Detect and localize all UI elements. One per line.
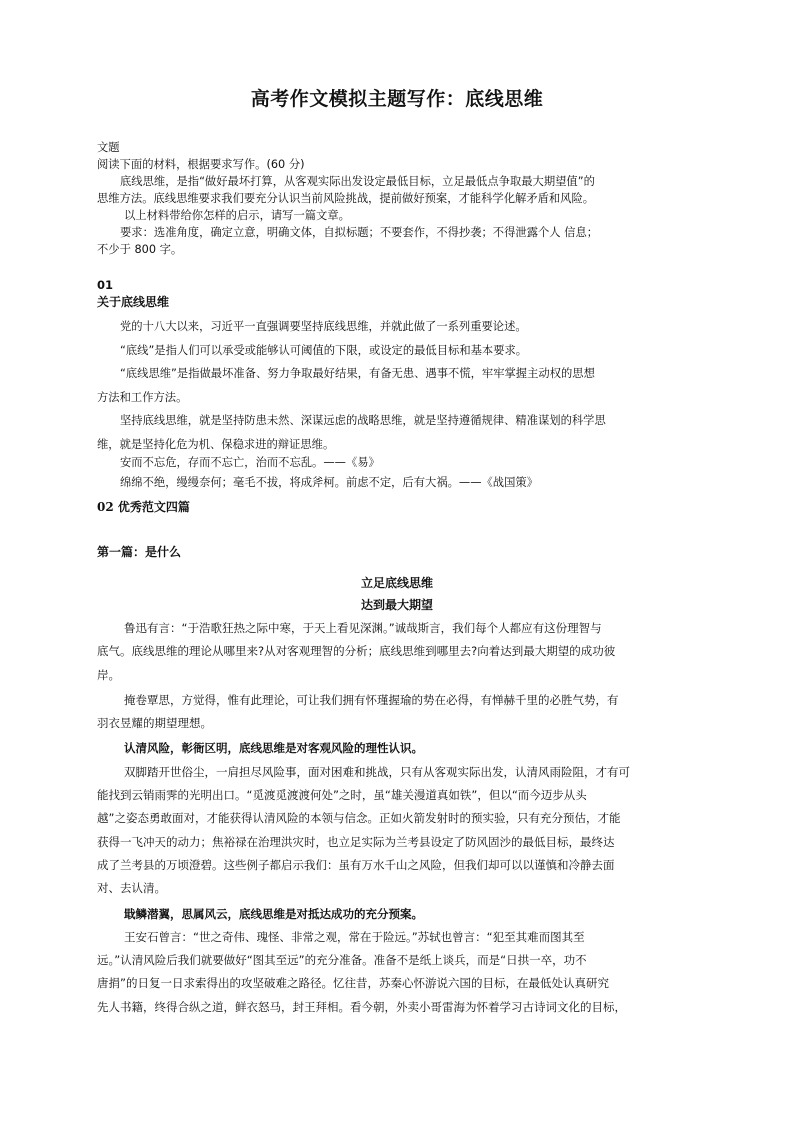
requirements-line: 要求：选准角度，确定立意，明确文体，自拟标题；不要套作，不得抄袭；不得泄露个人 信息；: [120, 226, 599, 239]
prompt-instruction: 阅读下面的材料，根据要求写作。(60 分): [97, 158, 305, 171]
section-number: 01: [97, 278, 114, 292]
paragraph-line: 方法和工作方法。: [97, 390, 188, 404]
paragraph-line: 维，就是坚持化危为机、保稳求进的辩证思维。: [97, 437, 335, 451]
quote: 安而不忘危，存而不忘亡，治而不忘乱。——《易》: [120, 456, 380, 469]
essay-label-block: [97, 544, 697, 561]
subheading: 戢鳞潜翼，思属风云，底线思维是对抵达成功的充分预案。: [124, 906, 423, 921]
paragraph-line: 远。”认清风险后我们就要做好“图其至远”的充分准备。准备不是纸上谈兵，而是“日拱一卒，功不: [97, 953, 587, 968]
essay-title: [0, 572, 794, 616]
paragraph-line: 坚持底线思维，就是坚持防患未然、深谋远虑的战略思维，就是坚持遵循规律、精准谋划的科学思: [120, 414, 606, 427]
page-title: 高考作文模拟主题写作：底线思维: [250, 88, 544, 110]
paragraph: 党的十八大以来，习近平一直强调要坚持底线思维，并就此做了一系列重要论述。: [120, 320, 527, 333]
paragraph-line: 鲁迅有言：“于浩歌狂热之际中寒，于天上看见深渊。”诚哉斯言，我们每个人都应有这份理智与: [124, 621, 602, 635]
section-model-essays: [97, 499, 697, 516]
paragraph-line: 底气。底线思维的理论从哪里来?从对客观理智的分析；底线思维到哪里去?向着达到最大期望的成功彼: [97, 644, 616, 659]
paragraph-line: 成了兰考县的万顷澄碧。这些例子都启示我们：虽有万水千山之风险，但我们却可以以谨慎和冷静去面: [97, 857, 615, 872]
essay-title-line: 立足底线思维: [360, 576, 433, 590]
essay-body: [97, 617, 697, 1019]
paragraph-line: 唐捐”的日复一日求索得出的攻坚破难之路径。忆往昔，苏秦心怀游说六国的目标，在最低处认真研究: [97, 976, 609, 991]
paragraph: “底线”是指人们可以承受或能够认可阈值的下限，或设定的最低目标和基本要求。: [120, 343, 528, 357]
paragraph-line: “底线思维”是指做最坏准备、努力争取最好结果，有备无患、遇事不慌，牢牢掌握主动权的思想: [120, 367, 595, 380]
paragraph-line: 能找到云销雨霁的光明出口。“觅渡觅渡渡何处”之时，虽“雄关漫道真如铁”，但以“而今迈步从头: [97, 788, 587, 803]
paragraph-line: 羽衣昱耀的期望理想。: [97, 716, 212, 731]
paragraph-line: 越”之姿态勇敢面对，才能获得认清风险的本领与信念。正如火箭发射时的预实验，只有充分预估，才能: [97, 811, 621, 826]
paragraph-line: 获得一飞冲天的动力；焦裕禄在治理洪灾时，也立足实际为兰考县设定了防风固沙的最低目标，最终达: [97, 834, 615, 849]
paragraph-line: 掩卷覃思，方觉得，惟有此理论，可让我们拥有怀瑾握瑜的势在必得，有惮赫千里的必胜气势，有: [124, 692, 619, 707]
paragraph-line: 对、去认清。: [97, 881, 166, 896]
material-line: 底线思维，是指“做好最坏打算，从客观实际出发设定最低目标，立足最低点争取最大期望值”的: [120, 175, 595, 188]
subheading: 认清风险，彰衙区明，底线思维是对客观风险的理性认识。: [124, 741, 423, 756]
paragraph-line: 岸。: [97, 667, 120, 682]
prompt-label: 文题: [97, 141, 120, 154]
essay-title-line: 达到最大期望: [360, 598, 433, 612]
section-heading: 关于底线思维: [97, 295, 170, 309]
prompt-task: 以上材料带给你怎样的启示，请写一篇文章。: [124, 209, 350, 222]
section-heading: 02 优秀范文四篇: [97, 500, 190, 514]
material-line: 思维方法。底线思维要求我们要充分认识当前风险挑战，提前做好预案，才能科学化解矛盾和风险。: [97, 192, 595, 205]
essay-label: 第一篇：是什么: [97, 545, 182, 559]
requirements-line: 不少于 800 字。: [97, 243, 183, 256]
quote: 绵绵不绝，缦缦奈何；毫毛不拔，将成斧柯。前虑不定，后有大祸。——《战国策》: [120, 476, 538, 489]
prompt-block: [97, 139, 697, 258]
paragraph-line: 先人书籍，终得合纵之道，鲜衣怒马，封王拜相。看今朝，外卖小哥雷海为怀着学习古诗词文化的目标，: [97, 999, 626, 1014]
paragraph-line: 王安石曾言：“世之奇伟、瑰怪、非常之观，常在于险远。”苏轼也曾言：“犯至其难而图其至: [124, 929, 585, 944]
paragraph-line: 双脚踏开世俗尘，一肩担尽风险事，面对困难和挑战，只有从客观实际出发，认清风雨险阻，才有可: [124, 764, 630, 779]
section-about-bottom-line: [97, 277, 697, 493]
